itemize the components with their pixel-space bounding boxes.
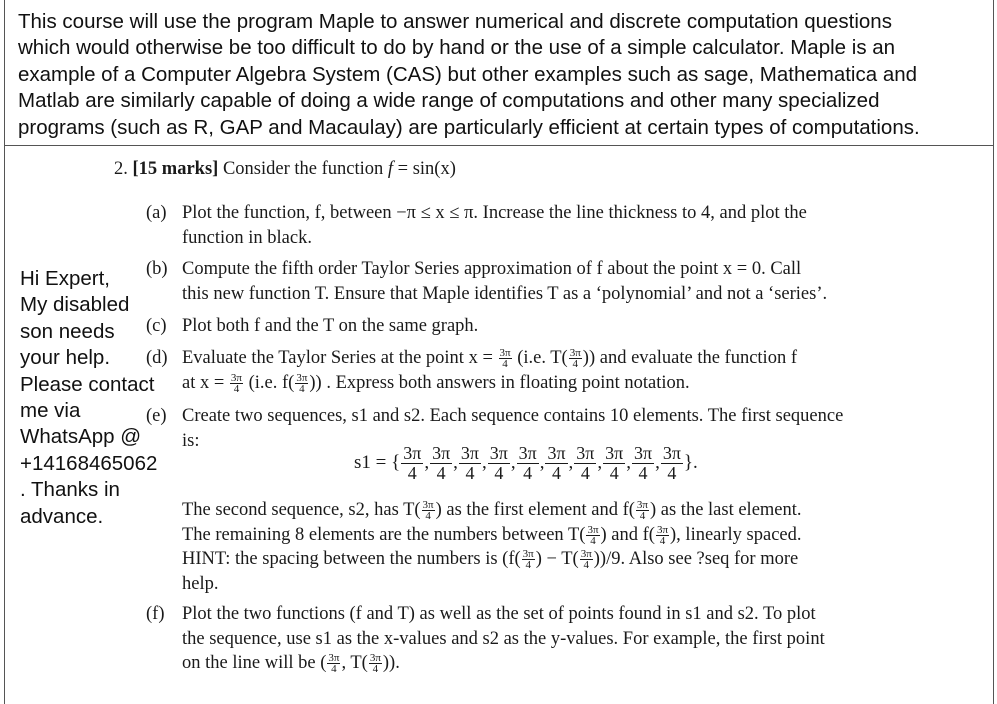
part-b-line: Compute the fifth order Taylor Series approximation of f about the point x = 0. Call	[182, 259, 802, 279]
intro-line: which would otherwise be too difficult to do by hand or the use of a simple calculator. Maple is an	[18, 36, 896, 60]
fraction-den: 4	[572, 358, 578, 371]
s1-rhs: }.	[683, 451, 698, 473]
fraction	[230, 373, 243, 394]
fraction-den: 4	[638, 463, 648, 483]
fraction	[422, 500, 435, 521]
part-label: (f)	[146, 604, 165, 624]
text-run: ) as the first element and f(	[435, 500, 635, 520]
fraction-den: 4	[590, 534, 596, 547]
fraction-num: 3π	[499, 347, 511, 360]
fraction-num: 3π	[576, 443, 595, 463]
fraction-num: 3π	[328, 652, 340, 665]
note-line: advance.	[20, 504, 104, 528]
question-text: Consider the function	[222, 159, 384, 179]
note-line: your help.	[20, 346, 111, 370]
text-run: on the line will be (	[182, 653, 327, 673]
text-run: (i.e. f(	[248, 372, 295, 393]
part-d-line	[182, 346, 932, 371]
fraction-num: 3π	[403, 443, 422, 463]
fraction-num: 3π	[518, 443, 537, 463]
fraction-num: 3π	[580, 548, 592, 561]
comma: ,	[597, 451, 603, 473]
s1-term	[488, 444, 510, 483]
fraction	[656, 525, 669, 546]
part-a-line: function in black.	[182, 227, 312, 248]
comma: ,	[539, 451, 545, 473]
s1-sequence	[354, 444, 698, 483]
note-line: Hi Expert,	[20, 267, 110, 290]
fraction-den: 4	[523, 463, 533, 483]
part-c	[146, 314, 932, 339]
part-e-line: is:	[182, 430, 200, 451]
fraction	[569, 348, 582, 369]
part-e-line: help.	[182, 573, 219, 594]
question-marks: [15 marks]	[132, 159, 219, 179]
text-run: ) − T(	[535, 549, 579, 569]
part-f-line: the sequence, use s1 as the x-values and s2 as the y-values. For example, the first point	[182, 628, 825, 649]
comma: ,	[453, 451, 458, 473]
s1-term	[430, 444, 452, 483]
s1-lhs: s1 = {	[354, 451, 401, 473]
text-run: ), linearly spaced.	[670, 524, 802, 545]
part-label: (e)	[146, 406, 167, 426]
intro-line: example of a Computer Algebra System (CAS) but other examples such as sage, Mathematica and	[18, 62, 918, 86]
text-run: HINT: the spacing between the numbers is (f(	[182, 549, 521, 569]
note-line: +14168465062	[20, 451, 158, 475]
s1-term	[401, 444, 423, 483]
part-c-line: Plot both f and the T on the same graph.	[182, 316, 479, 336]
s1-term	[661, 444, 683, 483]
comma: ,	[626, 451, 631, 473]
fraction-den: 4	[465, 463, 475, 483]
fraction-num: 3π	[633, 443, 653, 463]
s1-term	[459, 444, 481, 483]
fraction-num: 3π	[569, 347, 581, 360]
fraction-den: 4	[494, 463, 504, 483]
text-run: ) and f(	[600, 524, 655, 545]
note-line: Please contact	[20, 372, 155, 396]
fraction-den: 4	[667, 463, 677, 483]
fraction	[295, 373, 308, 394]
intro-paragraph	[18, 9, 990, 141]
part-label: (b)	[146, 259, 168, 279]
fraction-num: 3π	[369, 652, 381, 665]
note-line: . Thanks in	[20, 478, 120, 502]
fraction-num: 3π	[662, 443, 681, 463]
text-run: )) and evaluate the function f	[582, 348, 797, 368]
text-run: The remaining 8 elements are the numbers between T(	[182, 524, 586, 545]
fraction-den: 4	[436, 463, 446, 483]
note-line: son needs	[20, 319, 115, 343]
comma: ,	[655, 451, 660, 473]
fraction-den: 4	[372, 663, 379, 676]
question-func-def: = sin(x)	[393, 159, 456, 179]
comma: ,	[482, 451, 487, 473]
fraction	[580, 549, 593, 570]
fraction-num: 3π	[547, 443, 566, 463]
fraction-num: 3π	[656, 523, 669, 536]
text-run: (i.e. T(	[517, 348, 568, 368]
fraction-den: 4	[659, 534, 666, 547]
intro-line: Matlab are similarly capable of doing a wide range of computations and other many specialized	[18, 89, 880, 113]
text-run: at x =	[182, 372, 225, 393]
side-note	[20, 266, 170, 530]
fraction	[522, 549, 535, 570]
fraction-num: 3π	[587, 523, 599, 536]
fraction-den: 4	[331, 663, 337, 676]
text-run: , T(	[341, 653, 368, 673]
fraction-den: 4	[425, 510, 431, 523]
text-run: ))/9. Also see ?seq for more	[593, 549, 799, 569]
part-d	[146, 346, 932, 395]
fraction-den: 4	[552, 463, 561, 483]
text-run: Evaluate the Taylor Series at the point x =	[182, 348, 493, 368]
s1-term	[517, 444, 539, 483]
part-f-line: Plot the two functions (f and T) as well as the set of points found in s1 and s2. To plot	[182, 604, 816, 624]
fraction-den: 4	[639, 510, 646, 523]
part-label: (d)	[146, 348, 168, 368]
text-run: The second sequence, s2, has T(	[182, 500, 421, 520]
part-f-line	[182, 651, 932, 676]
fraction-den: 4	[583, 559, 589, 572]
comma: ,	[424, 451, 430, 473]
s1-term	[632, 444, 654, 483]
fraction-num: 3π	[296, 371, 308, 384]
part-e-continued	[146, 498, 932, 596]
fraction-den: 4	[525, 559, 531, 572]
fraction	[636, 500, 649, 521]
s1-terms	[400, 443, 684, 483]
part-b	[146, 257, 932, 306]
fraction-den: 4	[609, 463, 619, 483]
part-label: (a)	[146, 203, 167, 223]
s1-term	[545, 444, 567, 483]
fraction-den: 4	[233, 382, 240, 395]
fraction	[499, 348, 512, 369]
intro-divider	[4, 145, 994, 146]
part-e-line	[182, 547, 932, 572]
fraction-num: 3π	[230, 371, 242, 384]
part-d-line	[182, 371, 932, 396]
fraction	[369, 653, 382, 674]
fraction-num: 3π	[432, 443, 451, 463]
text-run: )).	[382, 653, 400, 673]
note-line: me via	[20, 399, 81, 423]
fraction-num: 3π	[605, 443, 624, 463]
fraction-den: 4	[580, 463, 590, 483]
s1-term	[574, 444, 596, 483]
part-e-line	[182, 523, 932, 548]
s1-term	[603, 444, 625, 483]
fraction	[327, 653, 340, 674]
fraction-num: 3π	[422, 499, 434, 512]
part-e-line	[182, 498, 932, 523]
part-e-line: Create two sequences, s1 and s2. Each sequence contains 10 elements. The first sequence	[182, 406, 844, 426]
fraction-den: 4	[299, 382, 305, 395]
question-heading	[114, 159, 456, 180]
fraction-num: 3π	[489, 443, 508, 463]
part-a	[146, 201, 932, 250]
question-number: 2.	[114, 159, 128, 179]
question-func: f	[387, 159, 394, 179]
fraction-num: 3π	[460, 443, 480, 463]
comma: ,	[568, 451, 574, 473]
intro-line: programs (such as R, GAP and Macaulay) are particularly efficient at certain types of computations.	[18, 115, 920, 139]
fraction-num: 3π	[636, 499, 648, 512]
part-b-line: this new function T. Ensure that Maple identifies T as a ‘polynomial’ and not a ‘series’.	[182, 283, 828, 304]
part-f	[146, 602, 932, 676]
fraction-den: 4	[407, 463, 417, 483]
text-run: ) as the last element.	[649, 500, 802, 520]
note-line: My disabled	[20, 293, 130, 317]
comma: ,	[510, 451, 516, 473]
part-a-line: Plot the function, f, between −π ≤ x ≤ π. Increase the line thickness to 4, and plot the	[182, 203, 807, 223]
text-run: )) . Express both answers in floating point notation.	[309, 372, 690, 393]
part-label: (c)	[146, 316, 167, 336]
intro-line: This course will use the program Maple to answer numerical and discrete computation questions	[18, 10, 892, 33]
fraction-num: 3π	[522, 548, 534, 561]
fraction	[586, 525, 599, 546]
note-line: WhatsApp @	[20, 425, 142, 449]
fraction-den: 4	[502, 358, 508, 371]
